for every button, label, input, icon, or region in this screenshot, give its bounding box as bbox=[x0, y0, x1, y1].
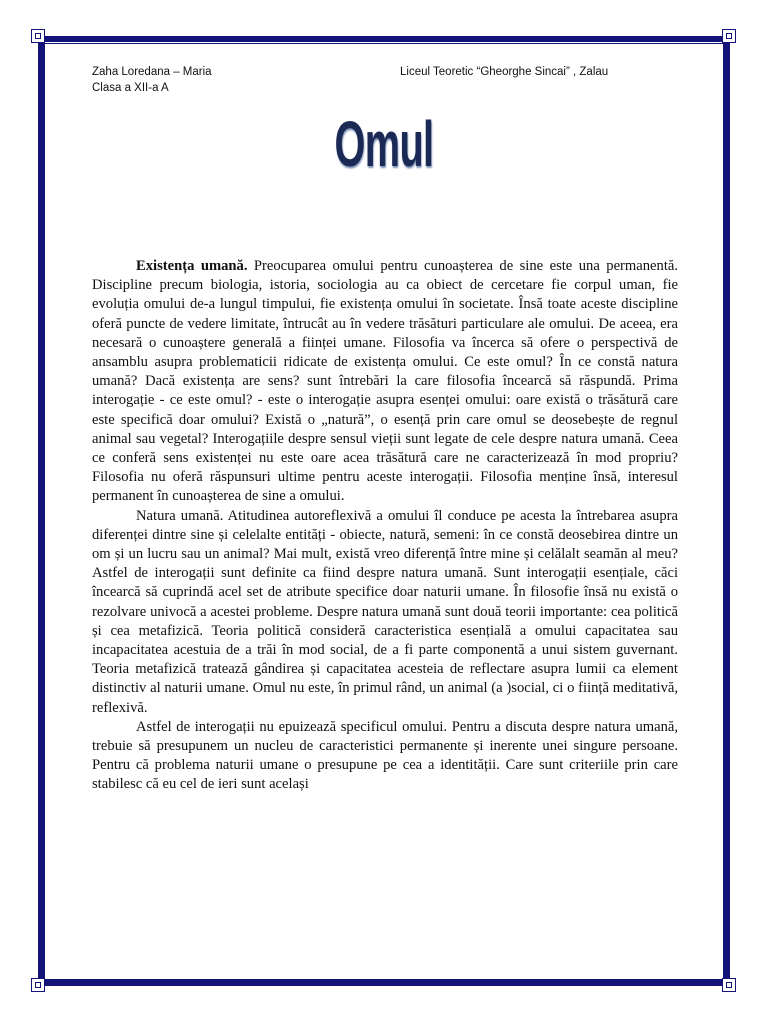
paragraph-lead: Existența umană. bbox=[136, 258, 248, 274]
author-name: Zaha Loredana – Maria bbox=[92, 66, 212, 78]
paragraph bbox=[92, 257, 678, 507]
document-body bbox=[92, 257, 678, 795]
corner-ornament-bottom-right bbox=[722, 978, 736, 992]
paragraph-text: Natura umană. Atitudinea autoreflexivă a omului îl conduce pe acesta la întrebarea asupra diferenței dintre sine și celelalte entități - obiecte, natură, semeni: în ce constă deosebirea dintre un om și un lucru sau un animal? Mai mult, există vreo diferență între mine și celălalt seamăn al meu? Astfel de interogații sunt definite ca fiind despre natura umană. Sunt interogații esențiale, căci încearcă să cuprindă acel set de atribute specifice doar naturii umane. În filosofie însă nu există o rezolvare univocă a acestei probleme. Despre natura umană sunt două teorii importante: cea politică și cea metafizică. Teoria politică consideră caracteristica esențială a omului capacitatea sau incapacitatea acestuia de a trăi în mod social, de a fi parte componentă a unui sistem guvernant. Teoria metafizică tratează gândirea și capacitatea acesteia de reflectare asupra lumii ca element distinctiv al naturii umane. Omul nu este, în primul rând, un animal (a )social, ci o ființă meditativă, reflexivă. bbox=[92, 507, 678, 716]
paragraph bbox=[92, 507, 678, 718]
paragraph-text: Preocuparea omului pentru cunoașterea de sine este una permanentă. Discipline precum biologia, istoria, sociologia au ca obiect de cercetare fie corpul uman, fie evoluția omului de-a lungul timpului, fie existența omului în societate. Însă toate aceste discipline oferă puncte de vedere limitate, întrucât au în vedere trăsături particulare ale omului. De aceea, era necesară o cunoaștere generală a ființei umane. Filosofia va încerca să ofere o perspectivă de ansamblu asupra problematicii ridicate de existența omului. Ce este omul? În ce constă natura umană? Dacă existența are sens? sunt întrebări la care filosofia încearcă să răspundă. Prima interogație - ce este omul? - este o interogație asupra esenței omului: oare există o trăsătură care este specifică doar omului? Există o „natură”, o esență prin care omul se deosebește de regnul animal sau vegetal? Interogațiile despre sensul vieții sunt legate de cele despre natura umană. Ceea ce conferă sens existenței nu este oare acea trăsătură care ne caracterizează în mod propriu? Filosofia nu oferă răspunsuri ultime pentru aceste interogații. Filosofia menține însă, interesul permanent în cunoașterea de sine a omului. bbox=[92, 258, 678, 505]
page-title: Omul bbox=[334, 108, 434, 180]
corner-ornament-top-left bbox=[31, 29, 45, 43]
corner-ornament-bottom-left bbox=[31, 978, 45, 992]
paragraph bbox=[92, 718, 678, 795]
header-left bbox=[92, 64, 212, 96]
class-name: Clasa a XII-a A bbox=[92, 82, 169, 94]
corner-ornament-top-right bbox=[722, 29, 736, 43]
paragraph-text: Astfel de interogații nu epuizează specificul omului. Pentru a discuta despre natura umană, trebuie să presupunem un nucleu de caracteristici permanente și inerente unei singure persoane. Pentru că problema naturii umane o presupune pe cea a identității. Care sunt criteriile prin care stabilesc că eu cel de ieri sunt același bbox=[92, 718, 678, 793]
school-name: Liceul Teoretic “Gheorghe Sincai” , Zalau bbox=[400, 66, 609, 78]
